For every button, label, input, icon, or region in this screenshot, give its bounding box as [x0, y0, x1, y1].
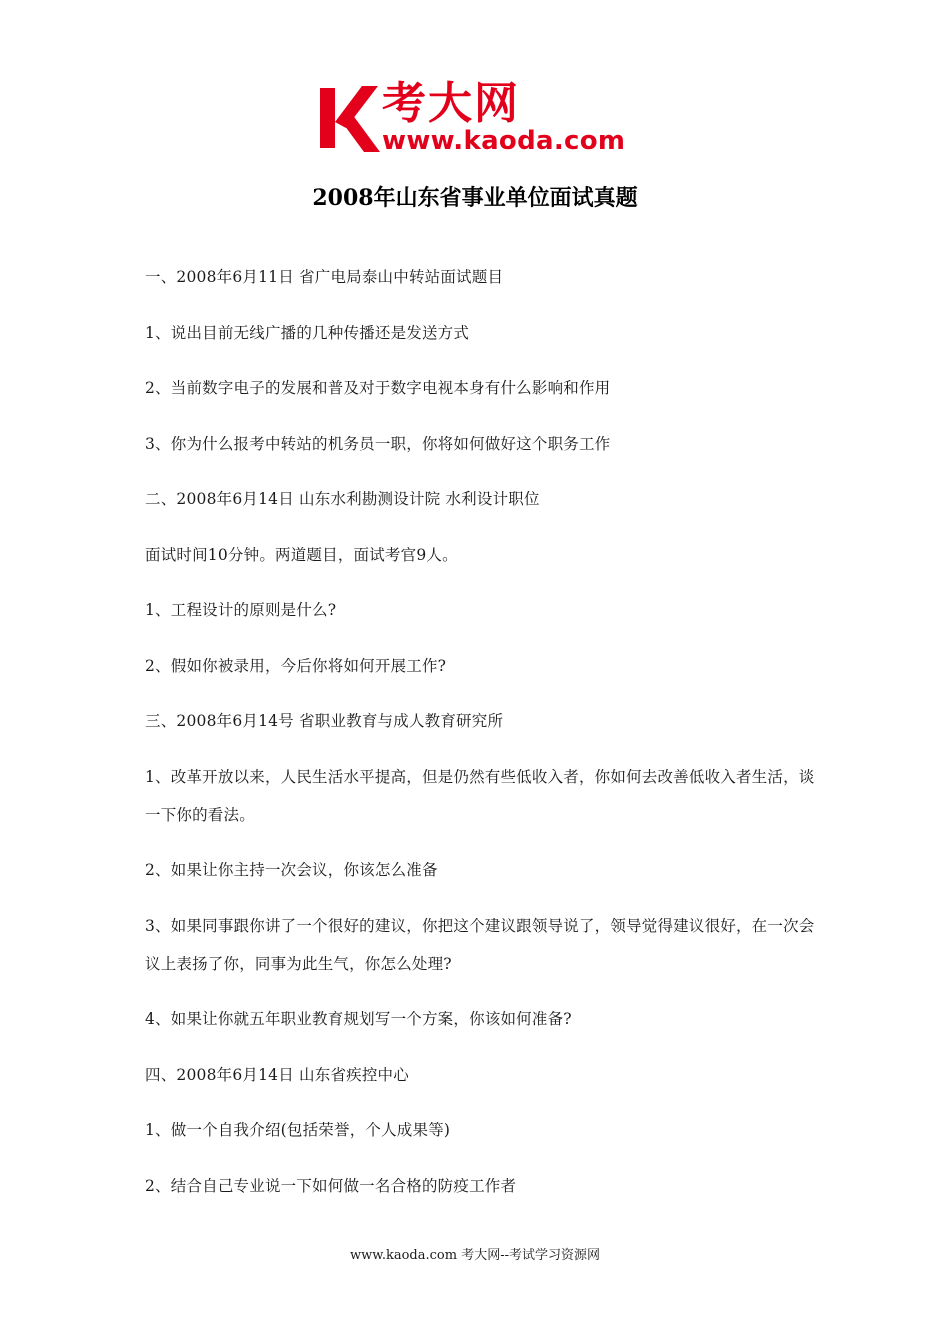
question-item: 1、工程设计的原则是什么? [145, 601, 337, 619]
question-item: 3、如果同事跟你讲了一个很好的建议，你把这个建议跟领导说了，领导觉得建议很好，在一次会议上表扬了你，同事为此生气，你怎么处理? [145, 916, 815, 973]
document-title: 2008年山东省事业单位面试真题 [312, 185, 638, 211]
kaoda-logo [318, 78, 640, 162]
question-item: 2、如果让你主持一次会议，你该怎么准备 [145, 861, 438, 879]
logo-chinese-text: 考大网 [382, 78, 520, 129]
question-item: 2、结合自己专业说一下如何做一名合格的防疫工作者 [145, 1176, 517, 1195]
question-item: 1、说出目前无线广播的几种传播还是发送方式 [145, 323, 470, 342]
section-note: 面试时间10分钟。两道题目，面试考官9人。 [145, 545, 458, 564]
page-footer: www.kaoda.com 考大网--考试学习资源网 [350, 1248, 600, 1263]
question-item: 2、假如你被录用，今后你将如何开展工作? [145, 656, 447, 675]
question-item: 1、做一个自我介绍(包括荣誉，个人成果等) [145, 1121, 451, 1139]
section-heading-1: 一、2008年6月11日 省广电局泰山中转站面试题目 [145, 268, 504, 286]
question-item: 3、你为什么报考中转站的机务员一职，你将如何做好这个职务工作 [145, 434, 611, 453]
logo-url-text: www.kaoda.com [382, 126, 626, 156]
question-item: 1、改革开放以来，人民生活水平提高，但是仍然有些低收入者，你如何去改善低收入者生活，谈一下你的看法。 [145, 767, 815, 824]
section-heading-3: 三、2008年6月14号 省职业教育与成人教育研究所 [145, 712, 504, 730]
logo-k-icon [318, 82, 380, 154]
section-heading-2: 二、2008年6月14日 山东水利勘测设计院 水利设计职位 [145, 490, 540, 508]
document-body [145, 258, 815, 1222]
question-item: 4、如果让你就五年职业教育规划写一个方案，你该如何准备? [145, 1010, 572, 1028]
section-heading-4: 四、2008年6月14日 山东省疾控中心 [145, 1065, 409, 1084]
question-item: 2、当前数字电子的发展和普及对于数字电视本身有什么影响和作用 [145, 379, 611, 397]
